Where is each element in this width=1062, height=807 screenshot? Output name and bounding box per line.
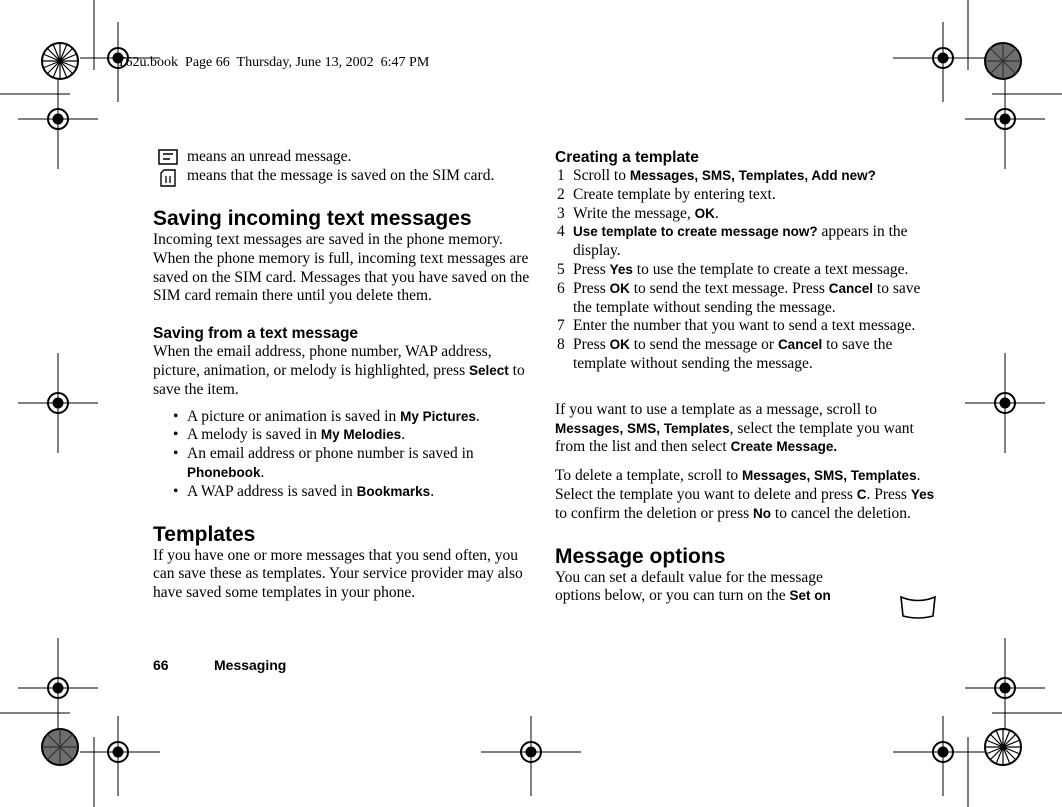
step-number: 1 [557, 167, 565, 184]
section-heading: Message options [555, 544, 726, 568]
bold-run: OK [609, 337, 630, 353]
footer-section-title: Messaging [214, 657, 287, 673]
text-run: to confirm the deletion or press [555, 504, 754, 522]
step-number: 4 [557, 223, 565, 241]
paragraph-use-template [555, 401, 941, 457]
book-info-header: T62u.book Page 66 Thursday, June 13, 2002 6:47 PM [117, 55, 430, 70]
subsection-heading: Saving from a text message [153, 325, 359, 343]
list-item: • An email address or phone number is saved in Phonebook. [153, 445, 497, 483]
step-number: 2 [557, 185, 565, 203]
paragraph [153, 343, 537, 399]
step-number: 6 [557, 279, 565, 297]
section-heading: Templates [153, 522, 256, 546]
bold-run: Messages, SMS, Templates [555, 420, 730, 436]
text-run: to save the template without sending the message. [573, 336, 893, 372]
bold-run: Use template to create message now? [573, 224, 818, 240]
bold-run: Set on [789, 588, 831, 604]
text-run: to save the item. [153, 361, 525, 398]
bold-run: OK [694, 205, 715, 221]
crosshair-mark-bottom-center [481, 716, 581, 796]
step-item [555, 317, 941, 336]
text-run: to save the template without sending the message. [573, 279, 921, 316]
subsection-heading: Creating a template [555, 149, 699, 166]
starburst-mark-top-left [40, 41, 80, 81]
paragraph: If you have one or more messages that you send often, you can save these as templates. Your service provider may also have saved some templates in your phone. [153, 546, 523, 602]
icon-note-sim [153, 167, 537, 186]
crosshair-mark-left-upper [18, 69, 98, 169]
bold-run: Cancel [828, 280, 874, 296]
text-run: You can set a default value for the message options below, or you can turn on the [555, 568, 823, 605]
step-item [555, 167, 941, 186]
page-number: 66 [153, 657, 169, 673]
list-item: • A melody is saved in My Melodies. [153, 426, 537, 445]
text-run: Scroll to [573, 167, 630, 184]
step-item [555, 205, 941, 224]
gray-patch-mark-top-right [983, 41, 1023, 81]
text-run: to send the text message. Press [629, 279, 829, 297]
text-run: Write the message, [573, 204, 695, 222]
step-item [555, 336, 941, 374]
bold-run: Cancel [777, 337, 823, 353]
numbered-steps-list [555, 167, 941, 374]
text-run: . [714, 204, 719, 222]
crosshair-mark-bottom-right [893, 716, 993, 796]
step-number: 8 [557, 336, 565, 354]
section-heading: Saving incoming text messages [153, 207, 472, 230]
step-item [555, 186, 941, 205]
crosshair-mark-right-upper [965, 69, 1045, 169]
paragraph: Incoming text messages are saved in the phone memory. When the phone memory is full, incoming text messages are saved on the SIM card. Messages that you have saved on the SIM card remain there until you delete them. [153, 231, 530, 305]
phone-display-icon [899, 594, 937, 620]
bold-run: No [753, 505, 772, 521]
gray-patch-mark-bottom-left [40, 727, 80, 767]
paragraph-message-options [555, 569, 855, 607]
text-run: Enter the number that you want to send a text message. [573, 317, 916, 335]
icon-note-text: means that the message is saved on the SIM card. [187, 167, 495, 184]
bold-run: Yes [910, 486, 935, 502]
bold-run: OK [609, 280, 630, 296]
bold-run: C [856, 486, 867, 502]
crosshair-mark-left-middle [18, 353, 98, 453]
left-column [153, 148, 537, 603]
sim-card-icon [160, 169, 176, 187]
step-item [555, 223, 941, 261]
paragraph-delete-template [555, 467, 941, 523]
bold-run: Select [468, 362, 509, 378]
icon-note-unread [153, 148, 537, 167]
starburst-mark-bottom-right [983, 727, 1023, 767]
step-number: 7 [557, 317, 565, 335]
right-column [555, 148, 941, 606]
bold-run: Yes [609, 261, 633, 277]
text-run: When the email address, phone number, WAP address, picture, animation, or melody is highlighted, press [153, 343, 492, 379]
text-run: to use the template to create a text message. [632, 260, 909, 278]
text-run: , select the template you want from the list and then select [555, 419, 914, 456]
step-item [555, 261, 941, 280]
text-run: appears in the display. [573, 223, 908, 260]
text-run: Press [573, 260, 610, 278]
bullet-list [153, 408, 537, 502]
unread-envelope-icon [158, 149, 178, 165]
step-number: 5 [557, 260, 565, 278]
text-run: If you want to use a template as a message, scroll to [555, 400, 877, 418]
list-item: • A WAP address is saved in Bookmarks. [153, 483, 537, 502]
list-item: • A picture or animation is saved in My Pictures. [153, 408, 537, 427]
step-item [555, 280, 941, 318]
text-run: . Select the template you want to delete and press [555, 467, 921, 503]
text-run: . Press [866, 485, 911, 503]
step-number: 3 [557, 204, 565, 222]
text-run: Press [573, 279, 610, 297]
text-run: Press [573, 336, 610, 354]
crosshair-mark-right-middle [965, 353, 1045, 453]
text-run: Create template by entering text. [573, 185, 776, 203]
text-run: to cancel the deletion. [771, 504, 911, 522]
text-run: To delete a template, scroll to [555, 467, 742, 485]
icon-note-text: means an unread message. [187, 148, 352, 165]
bold-run: Messages, SMS, Templates [742, 468, 917, 484]
bold-run: Create Message. [730, 439, 838, 455]
bold-run: Messages, SMS, Templates, Add new? [629, 168, 876, 183]
crosshair-mark-bottom-left [80, 716, 160, 796]
text-run: to send the message or [629, 336, 778, 354]
